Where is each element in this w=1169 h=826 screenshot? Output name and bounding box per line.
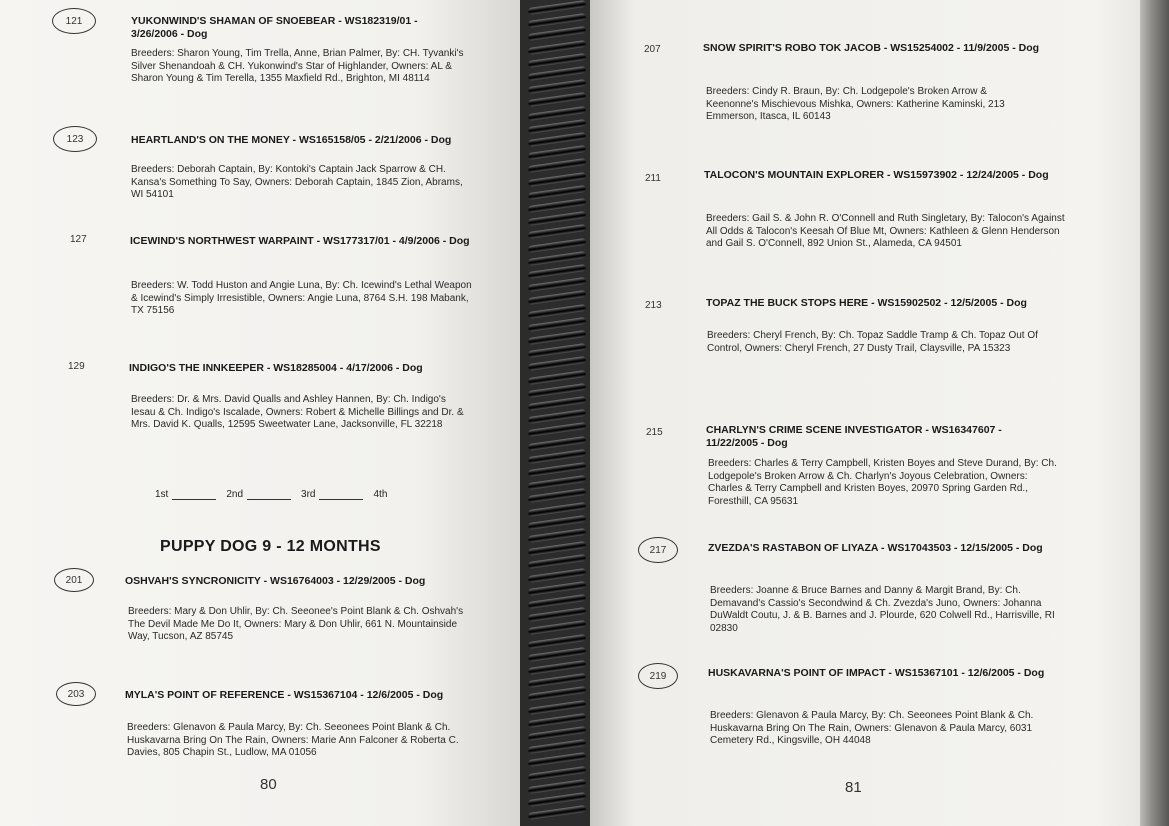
entry-title: HUSKAVARNA'S POINT OF IMPACT - WS15367101 - 12/6/2005 - Dog	[708, 667, 1045, 679]
entry-details: Breeders: Cheryl French, By: Ch. Topaz Saddle Tramp & Ch. Topaz Out Of Control, Owners: Cheryl French, 27 Dusty Trail, Claysville, PA 15323	[707, 330, 1038, 354]
entry-number-circled: 219	[638, 663, 678, 689]
entry-number: 129	[68, 361, 85, 372]
entry-number-circled: 123	[53, 126, 97, 152]
entry-details: Breeders: Dr. & Mrs. David Qualls and Ashley Hannen, By: Ch. Indigo's Iesau & Ch. Indigo's Iscalade, Owners: Robert & Michelle Billings and Dr. & Mrs. David K. Qualls, 12595 Sweetwater Lane, Jacksonville, FL 32218	[131, 394, 464, 430]
entry-number: 213	[645, 300, 662, 311]
left-page	[0, 0, 520, 826]
entry-number-circled: 201	[54, 568, 94, 592]
placings-line	[155, 489, 391, 500]
entry-title: INDIGO'S THE INNKEEPER - WS18285004 - 4/17/2006 - Dog	[129, 362, 423, 374]
right-page	[590, 0, 1150, 826]
placing-2nd: 2nd	[226, 489, 244, 500]
entry-title: SNOW SPIRIT'S ROBO TOK JACOB - WS15254002 - 11/9/2005 - Dog	[703, 42, 1040, 54]
entry-title: YUKONWIND'S SHAMAN OF SNOEBEAR - WS182319/01 - 3/26/2006 - Dog	[131, 15, 418, 40]
entry-details: Breeders: Gail S. & John R. O'Connell and Ruth Singletary, By: Talocon's Against All Odds & Talocon's Keesah Of Blue Mt, Owners: Kathleen & Glenn Henderson and Gail S. O'Connell, 892 Union St., Alameda, CA 94501	[706, 213, 1065, 249]
entry-details: Breeders: Cindy R. Braun, By: Ch. Lodgepole's Broken Arrow & Keenonne's Mischievous Mishka, Owners: Katherine Kaminski, 213 Emmerson, Itasca, IL 60143	[706, 86, 1005, 122]
entry-title: ICEWIND'S NORTHWEST WARPAINT - WS177317/01 - 4/9/2006 - Dog	[130, 235, 470, 247]
entry-title: CHARLYN'S CRIME SCENE INVESTIGATOR - WS16347607 - 11/22/2005 - Dog	[706, 424, 1002, 449]
placing-1st: 1st	[155, 489, 169, 500]
entry-details: Breeders: Charles & Terry Campbell, Kristen Boyes and Steve Durand, By: Ch. Lodgepole's Broken Arrow & Ch. Charlyn's Joyous Celebration, Owners: Charles & Terry Campbell and Kristen Boyes, 20970 Spring Garden Rd., Foresthill, CA 95631	[708, 458, 1057, 507]
entry-title: TALOCON'S MOUNTAIN EXPLORER - WS15973902 - 12/24/2005 - Dog	[704, 169, 1049, 181]
placing-3rd: 3rd	[301, 489, 316, 500]
entry-number-circled: 217	[638, 537, 678, 563]
entry-title: ZVEZDA'S RASTABON OF LIYAZA - WS17043503 - 12/15/2005 - Dog	[708, 542, 1043, 554]
entry-details: Breeders: Glenavon & Paula Marcy, By: Ch. Seeonees Point Blank & Ch. Huskavarna Bring On The Rain, Owners: Glenavon & Paula Marcy, 6031 Cemetery Rd., Kingsville, OH 44048	[710, 710, 1034, 746]
entry-number: 215	[646, 427, 663, 438]
page-number: 80	[260, 776, 277, 793]
entry-title: MYLA'S POINT OF REFERENCE - WS15367104 - 12/6/2005 - Dog	[125, 689, 444, 701]
entry-title: OSHVAH'S SYNCRONICITY - WS16764003 - 12/29/2005 - Dog	[125, 575, 426, 587]
entry-details: Breeders: W. Todd Huston and Angie Luna, By: Ch. Icewind's Lethal Weapon & Icewind's Simply Irresistible, Owners: Angie Luna, 8764 S.H. 198 Mabank, TX 75156	[131, 280, 472, 316]
entry-details: Breeders: Glenavon & Paula Marcy, By: Ch. Seeonees Point Blank & Ch. Huskavarna Bring On The Rain, Owners: Marie Ann Falconer & Roberta C. Davies, 805 Chapin St., Ludlow, MA 01056	[127, 722, 459, 758]
entry-details: Breeders: Mary & Don Uhlir, By: Ch. Seeonee's Point Blank & Ch. Oshvah's The Devil Made Me Do It, Owners: Mary & Don Uhlir, 661 N. Mountainside Way, Tucson, AZ 85745	[128, 606, 464, 642]
entry-number: 127	[70, 234, 87, 245]
entry-number: 211	[645, 173, 661, 184]
entry-details: Breeders: Joanne & Bruce Barnes and Danny & Margit Brand, By: Ch. Demavand's Cassio's Secondwind & Ch. Zvezda's Juno, Owners: Johanna DuWaldt Coutu, J. & B. Barnes and J. Plourde, 620 Colwell Rd., Harrisville, RI 02830	[710, 585, 1055, 634]
entry-title: TOPAZ THE BUCK STOPS HERE - WS15902502 - 12/5/2005 - Dog	[706, 297, 1027, 309]
page-number: 81	[845, 779, 862, 796]
entry-details: Breeders: Sharon Young, Tim Trella, Anne, Brian Palmer, By: CH. Tyvanki's Silver Shenandoah & CH. Yukonwind's Star of Highlander, Owners: AL & Sharon Young & Tim Terella, 1355 Maxfield Rd., Brighton, MI 48114	[131, 48, 464, 84]
entry-details: Breeders: Deborah Captain, By: Kontoki's Captain Jack Sparrow & CH. Kansa's Something To Say, Owners: Deborah Captain, 1845 Zion, Abrams, WI 54101	[131, 164, 463, 200]
page-edge-shadow	[1140, 0, 1169, 826]
entry-number-circled: 121	[52, 8, 96, 34]
entry-title: HEARTLAND'S ON THE MONEY - WS165158/05 - 2/21/2006 - Dog	[131, 134, 452, 146]
entry-number: 207	[644, 44, 661, 55]
entry-number-circled: 203	[56, 682, 96, 706]
class-heading: PUPPY DOG 9 - 12 MONTHS	[160, 538, 381, 555]
placing-4th: 4th	[373, 489, 388, 500]
